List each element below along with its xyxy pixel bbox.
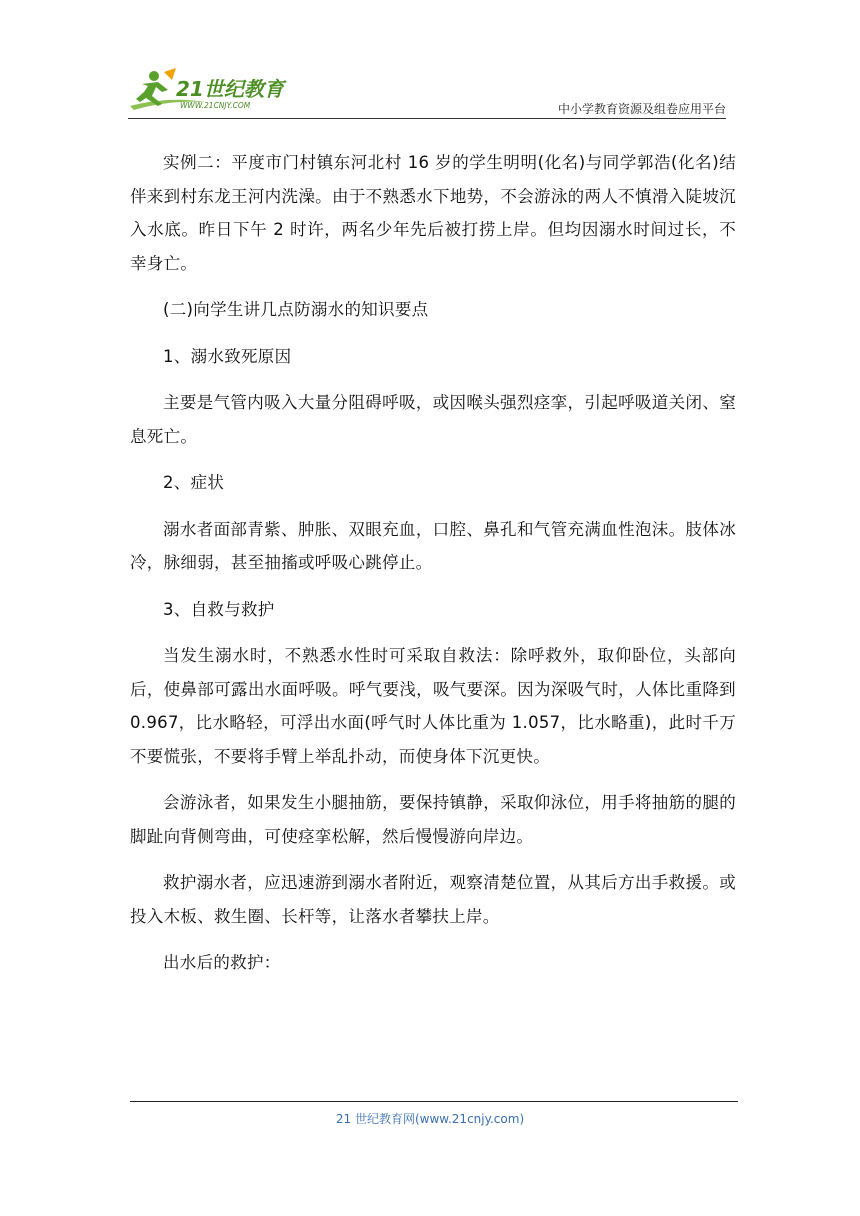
subheading: 1、溺水致死原因 [163,346,292,366]
paragraph: 出水后的救护： [163,953,281,972]
footer-divider [130,1101,738,1102]
subheading: 2、症状 [163,473,225,492]
document-body [130,146,736,993]
site-logo [128,66,298,114]
paragraph: 会游泳者，如果发生小腿抽筋，要保持镇静，采取仰泳位，用手将抽筋的腿的脚趾向背侧弯曲，可使痉挛松解，然后慢慢游向岸边。 [130,793,736,846]
paragraph: 当发生溺水时，不熟悉水性时可采取自救法：除呼救外，取仰卧位，头部向后，使鼻部可露出水面呼吸。呼气要浅，吸气要深。因为深吸气时，人体比重降到 0.967，比水略轻，可浮出水面(呼气时人体比重为 1.057，比水略重)，此时千万不要慌张，不要将手臂上举乱扑动，而使身体下沉更快。 [130,646,736,766]
logo-text: 21世纪教育 [176,77,284,101]
section-heading: (二)向学生讲几点防溺水的知识要点 [163,300,429,319]
footer-link[interactable]: 21 世纪教育网(www.21cnjy.com) [335,1112,525,1126]
paragraph: 主要是气管内吸入大量分阻碍呼吸，或因喉头强烈痉挛，引起呼吸道关闭、窒息死亡。 [130,393,736,446]
subheading: 3、自救与救护 [163,599,275,619]
paragraph: 溺水者面部青紫、肿胀、双眼充血，口腔、鼻孔和气管充满血性泡沫。肢体冰冷，脉细弱，甚至抽搐或呼吸心跳停止。 [130,519,736,572]
header-divider [128,118,726,119]
page-header [128,66,726,118]
logo-url: WWW.21CNJY.COM [180,101,251,110]
paragraph: 救护溺水者，应迅速游到溺水者附近，观察清楚位置，从其后方出手救援。或投入木板、救生圈、长杆等，让落水者攀扶上岸。 [130,873,736,926]
paragraph: 实例二：平度市门村镇东河北村 16 岁的学生明明(化名)与同学郭浩(化名)结伴来到村东龙王河内洗澡。由于不熟悉水下地势，不会游泳的两人不慎滑入陡坡沉入水底。昨日下午 2 时许，两名少年先后被打捞上岸。但均因溺水时间过长，不幸身亡。 [130,153,736,273]
header-tagline: 中小学教育资源及组卷应用平台 [557,102,726,116]
